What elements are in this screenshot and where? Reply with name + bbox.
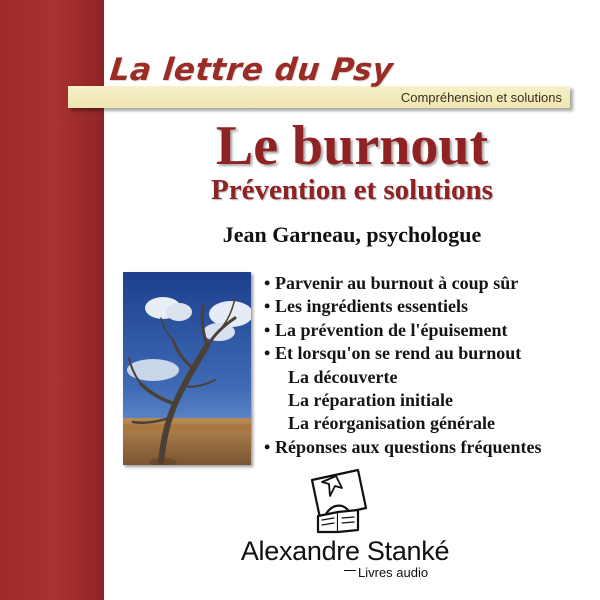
publisher-name: Alexandre Stanké — [240, 536, 450, 566]
list-item: • Les ingrédients essentiels — [264, 296, 468, 317]
list-item: • Réponses aux questions fréquentes — [264, 436, 542, 457]
list-item: • La prévention de l'épuisement — [264, 319, 508, 340]
list-item-text: La prévention de l'épuisement — [275, 319, 508, 340]
series-subtitle: Compréhension et solutions — [400, 90, 562, 105]
dead-tree-photo — [123, 272, 251, 465]
publisher-divider — [344, 570, 356, 571]
main-title: Le burnout — [215, 115, 489, 177]
list-item-text: Et lorsqu'on se rend au burnout — [275, 343, 522, 364]
publisher-tagline: Livres audio — [358, 565, 429, 580]
list-item: • Et lorsqu'on se rend au burnout — [264, 343, 522, 364]
list-subitem — [264, 389, 542, 412]
list-subitem-text: La réparation initiale — [288, 390, 453, 411]
list-item: • Parvenir au burnout à coup sûr — [264, 273, 519, 293]
series-title: La lettre du Psy — [108, 52, 396, 88]
list-item-text: Les ingrédients essentiels — [275, 296, 468, 317]
list-item-text: Réponses aux questions fréquentes — [275, 436, 542, 457]
list-subitem — [264, 366, 542, 389]
contents-list — [264, 272, 542, 459]
person-reading-book-icon — [300, 464, 376, 534]
list-subitem-text: La réorganisation générale — [288, 413, 495, 434]
subtitle: Prévention et solutions — [211, 174, 493, 206]
list-subitem-text: La découverte — [288, 366, 398, 387]
author: Jean Garneau, psychologue — [222, 222, 482, 247]
list-item-text: Parvenir au burnout à coup sûr — [275, 273, 519, 293]
list-subitem — [264, 412, 542, 435]
